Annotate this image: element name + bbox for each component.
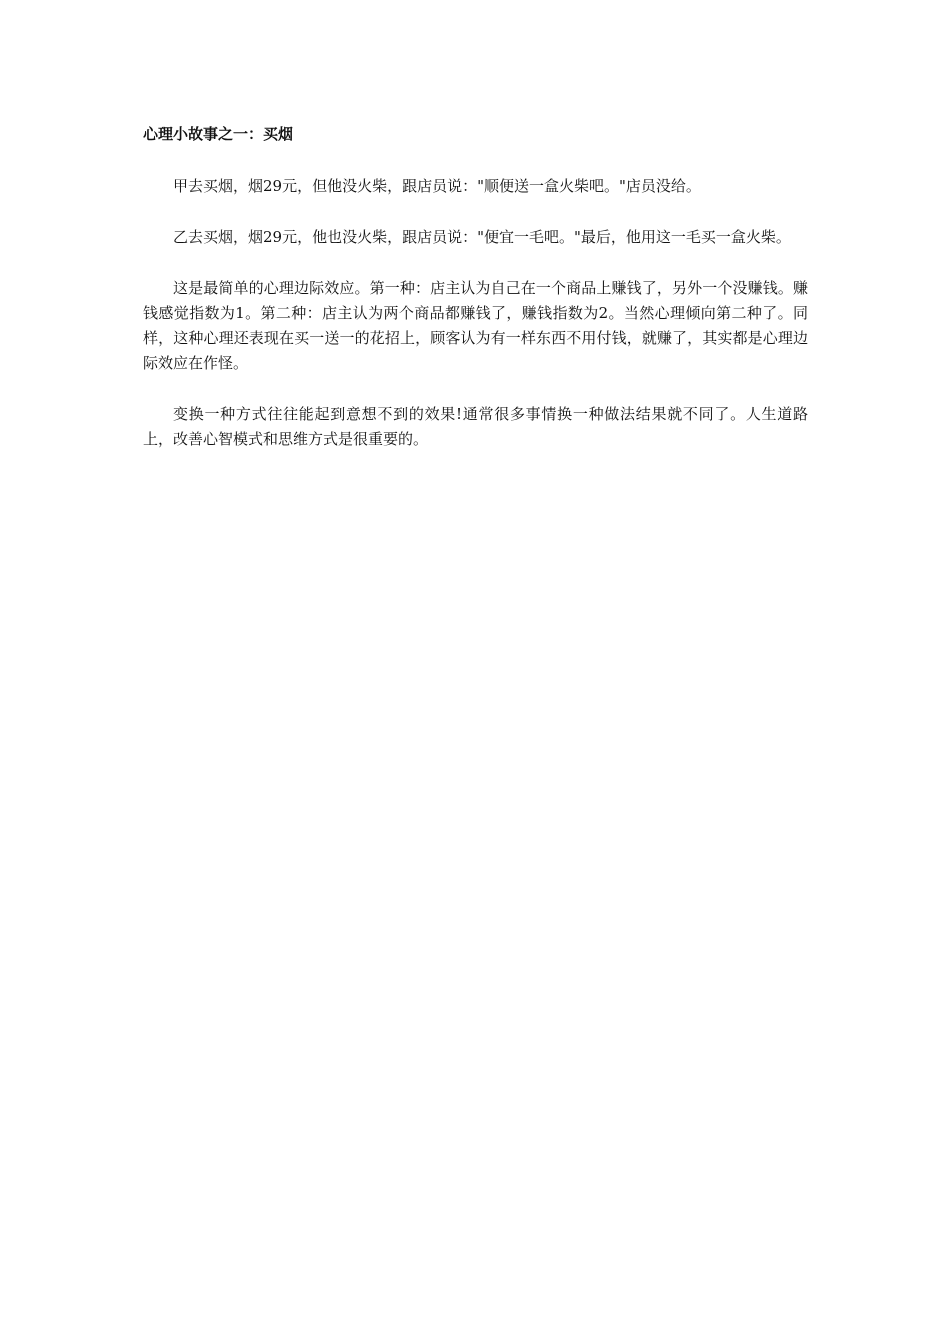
document-title: 心理小故事之一：买烟 — [143, 125, 294, 143]
paragraph-buyer-a: 甲去买烟，烟29元，但他没火柴，跟店员说："顺便送一盒火柴吧。"店员没给。 — [173, 177, 701, 195]
paragraph-buyer-b: 乙去买烟，烟29元，他也没火柴，跟店员说："便宜一毛吧。"最后，他用这一毛买一盒火柴。 — [173, 228, 791, 246]
paragraph-marginal-effect: 这是最简单的心理边际效应。第一种：店主认为自己在一个商品上赚钱了，另外一个没赚钱。赚钱感觉指数为1。第二种：店主认为两个商品都赚钱了，赚钱指数为2。当然心理倾向第二种了。同样，这种心理还表现在买一送一的花招上，顾客认为有一样东西不用付钱，就赚了，其实都是心理边际效应在作怪。 — [143, 279, 808, 372]
document-body — [143, 122, 808, 478]
paragraph-conclusion: 变换一种方式往往能起到意想不到的效果!通常很多事情换一种做法结果就不同了。人生道路上，改善心智模式和思维方式是很重要的。 — [143, 405, 808, 448]
